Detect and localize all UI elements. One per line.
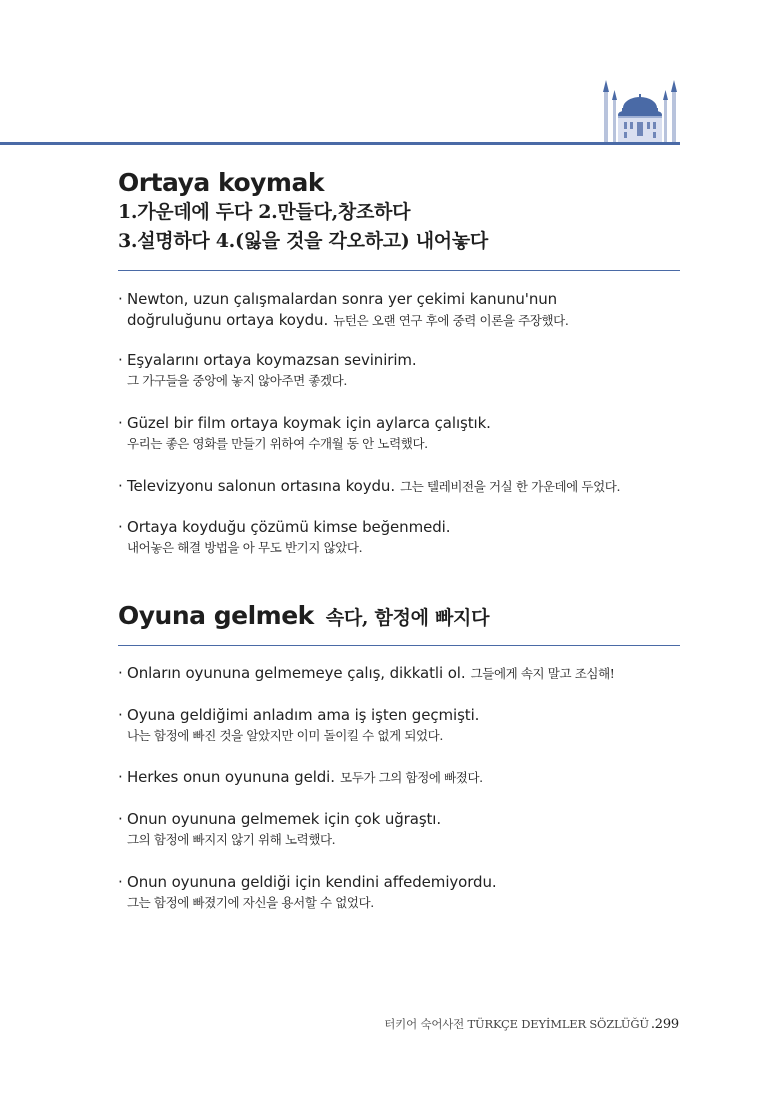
example-item	[118, 872, 689, 913]
entry-ortaya-koymak	[118, 168, 680, 256]
section-divider	[118, 645, 680, 646]
example-korean: 그들에게 속지 말고 조심해!	[470, 666, 615, 681]
example-turkish: · Newton, uzun çalışmalardan sonra yer çekimi kanunu'nun	[127, 290, 558, 308]
example-korean: 우리는 좋은 영화를 만들기 위하여 수개월 동 안 노력했다.	[127, 436, 428, 451]
example-item	[118, 289, 689, 331]
example-item	[118, 517, 689, 558]
entry-meaning: 3.설명하다 4.(잃을 것을 각오하고) 내어놓다	[118, 230, 488, 252]
example-turkish: · Güzel bir film ortaya koymak için aylarca çalıştık.	[127, 414, 491, 432]
mosque-icon	[600, 78, 680, 142]
example-korean: 그 가구들을 중앙에 놓지 않아주면 좋겠다.	[127, 373, 347, 388]
example-item	[118, 705, 689, 746]
example-item	[118, 767, 689, 788]
page-number: .299	[650, 1017, 679, 1032]
footer-label: 터키어 숙어사전 TÜRKÇE DEYİMLER SÖZLÜĞÜ	[384, 1017, 649, 1031]
example-turkish: · Eşyalarını ortaya koymazsan sevinirim.	[127, 351, 417, 369]
example-turkish: Onların oyununa gelmemeye çalış, dikkatli ol.	[127, 664, 466, 682]
example-korean: 뉴턴은 오랜 연구 후에 중력 이론을 주장했다.	[333, 313, 569, 328]
example-item	[118, 663, 689, 684]
example-korean: 그의 함정에 빠지지 않기 위해 노력했다.	[127, 832, 336, 847]
example-item	[118, 476, 689, 497]
example-korean: 내어놓은 해결 방법을 아 무도 반기지 않았다.	[127, 540, 363, 555]
example-turkish: · Ortaya koyduğu çözümü kimse beğenmedi.	[127, 518, 451, 536]
example-item	[118, 809, 689, 850]
example-korean: 그는 텔레비전을 거실 한 가운데에 두었다.	[400, 479, 621, 494]
example-turkish: · Onun oyununa gelmemek için çok uğraştı.	[127, 810, 442, 828]
example-korean: 나는 함정에 빠진 것을 알았지만 이미 돌이킬 수 없게 되었다.	[127, 728, 443, 743]
section-divider	[118, 270, 680, 271]
entry-title: Ortaya koymak	[118, 168, 324, 197]
example-turkish: · Onun oyununa geldiği için kendini affedemiyordu.	[127, 873, 497, 891]
page-footer	[384, 1016, 679, 1032]
entry-oyuna-gelmek	[118, 601, 680, 633]
example-turkish: Herkes onun oyununa geldi.	[127, 768, 335, 786]
entry-meaning: 1.가운데에 두다 2.만들다,창조하다	[118, 201, 411, 223]
example-korean: 그는 함정에 빠졌기에 자신을 용서할 수 없었다.	[127, 895, 374, 910]
example-item	[118, 413, 689, 454]
header-rule	[0, 142, 680, 145]
entry-title: Oyuna gelmek	[118, 601, 314, 630]
entry-meaning: 속다, 함정에 빠지다	[325, 607, 490, 629]
example-turkish: · Oyuna geldiğimi anladım ama iş işten geçmişti.	[127, 706, 480, 724]
example-item	[118, 350, 689, 391]
example-turkish: Televizyonu salonun ortasına koydu.	[127, 477, 396, 495]
example-turkish: doğruluğunu ortaya koydu.	[127, 311, 329, 329]
example-korean: 모두가 그의 함정에 빠졌다.	[340, 770, 483, 785]
